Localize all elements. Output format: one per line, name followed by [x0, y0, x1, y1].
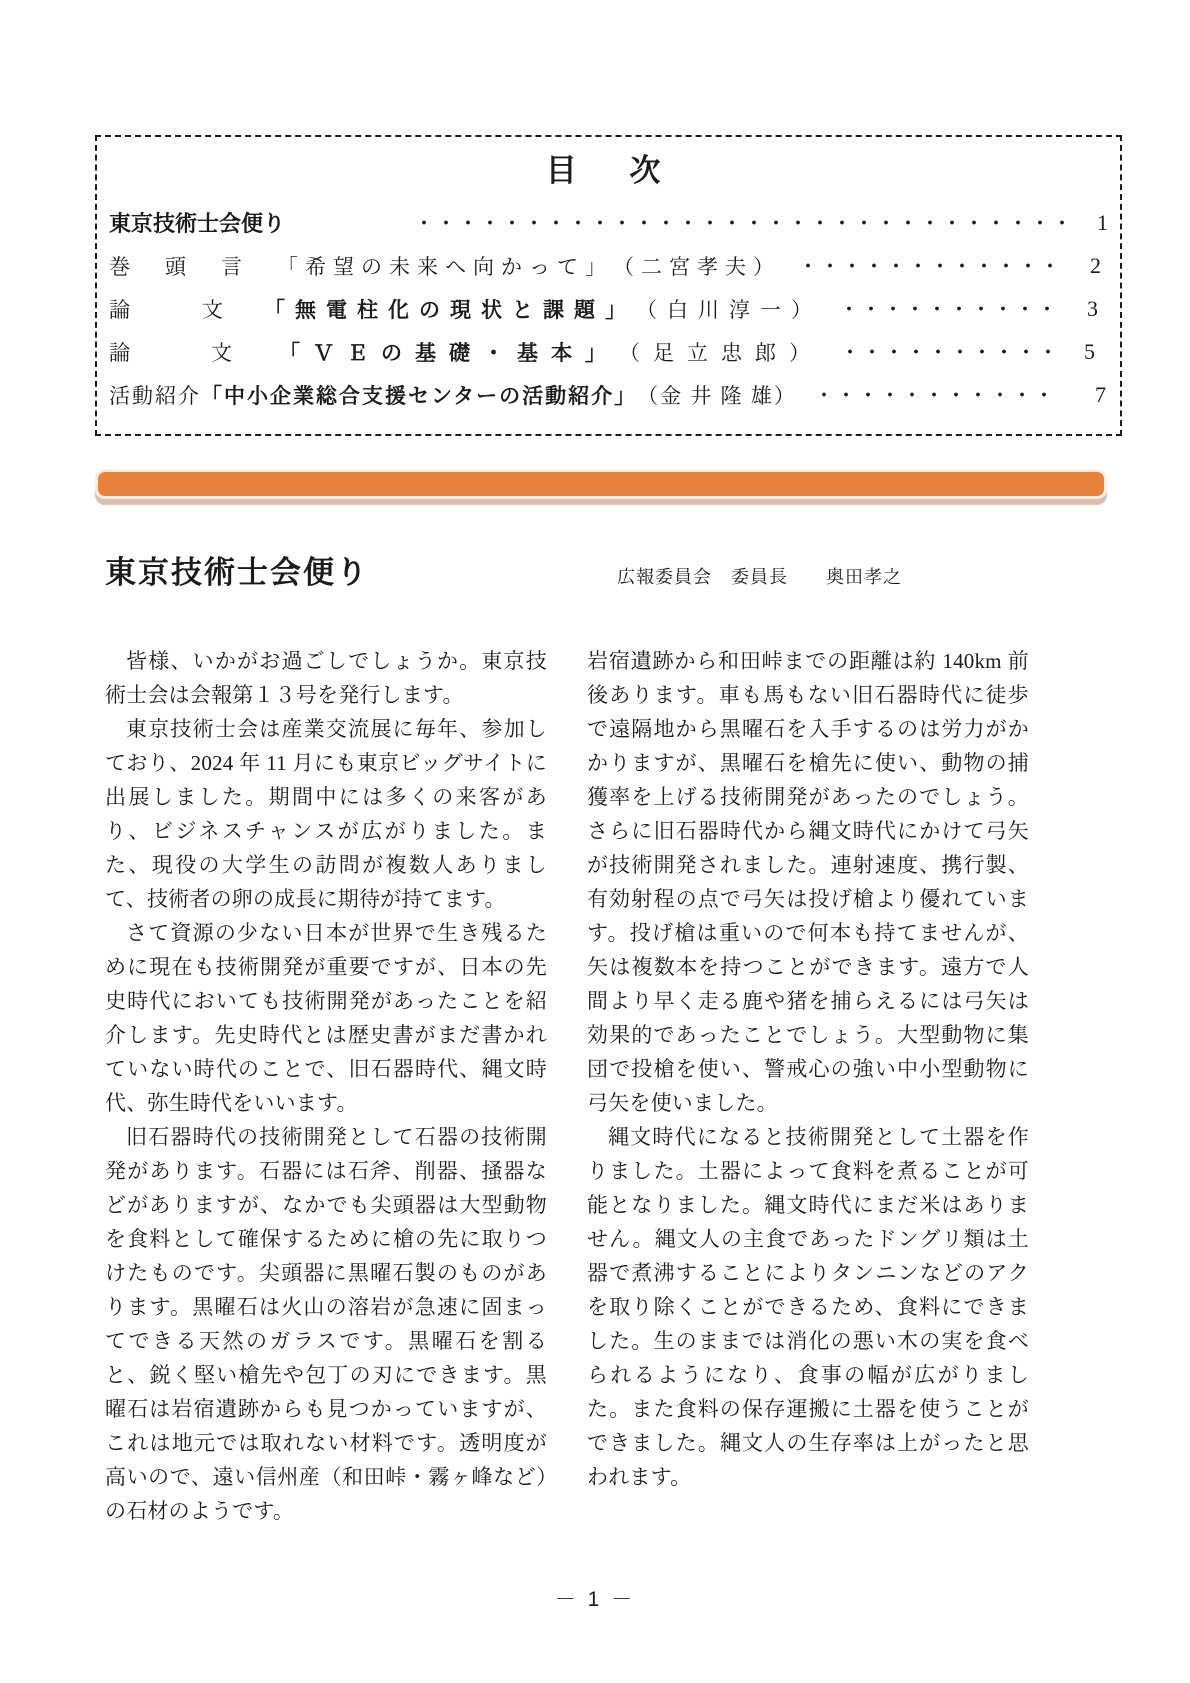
paragraph: 旧石器時代の技術開発として石器の技術開発があります。石器には石斧、削器、掻器などがありますが、なかでも尖頭器は大型動物を食料として確保するために槍の先に取りつけたものです。尖頭器に黒曜石製のものがあります。黒曜石は火山の溶岩が急速に固まってできる天然のガラスです。黒曜石を割ると、鋭く堅い槍先や包丁の刃にできます。黒曜石は岩宿遺跡からも見つかっていますが、これは地元では取れない材料です。透明度が高いので、遠い信州産（和田峠・霧ヶ峰など）の石材のようです。	[105, 1125, 547, 1523]
toc-entry-prefix: 巻 頭 言	[109, 254, 277, 279]
toc-page-number: 1	[1097, 209, 1108, 235]
toc-entry-title: 「希望の未来へ向かって」	[277, 254, 613, 279]
toc-entry-5	[97, 373, 1120, 416]
toc-entry-3	[97, 287, 1120, 330]
toc-entry-prefix: 活動紹介	[109, 383, 201, 408]
paragraph: 縄文時代になると技術開発として土器を作りました。土器によって食料を煮ることが可能となりました。縄文時代にまだ米はありません。縄文人の主食であったドングリ類は土器で煮沸することによりタンニンなどのアクを取り除くことができるため、食料にできました。生のままでは消化の悪い木の実を食べられるようになり、食事の幅が広がりました。また食料の保存運搬に土器を使うことができました。縄文人の生存率は上がったと思われます。	[587, 1125, 1029, 1489]
toc-entry-label	[109, 251, 781, 281]
toc-entry-author: （白川淳一）	[636, 297, 822, 322]
article-body	[105, 644, 1029, 1528]
article-byline: 広報委員会 委員長 奥田孝之	[617, 567, 902, 587]
toc-entry-title: 「中小企業総合支援センターの活動紹介」	[201, 384, 638, 408]
right-column	[587, 644, 1029, 1528]
toc-entry-title: 「ＶＥの基礎・基本」	[279, 340, 619, 365]
paragraph: 岩宿遺跡から和田峠までの距離は約 140km 前後あります。車も馬もない旧石器時代に徒歩で遠隔地から黒曜石を入手するのは労力がかかりますが、黒曜石を槍先に使い、動物の捕獲率を上げる技術開発があったのでしょう。さらに旧石器時代から縄文時代にかけて弓矢が技術開発されました。連射速度、携行製、有効射程の点で弓矢は投げ槍より優れています。投げ槍は重いので何本も持てませんが、矢は複数本を持つことができます。遠方で人間より早く走る鹿や猪を捕らえるには弓矢は効果的であったことでしょう。大型動物に集団で投槍を使い、警戒心の強い中小型動物に弓矢を使いました。	[587, 649, 1029, 1115]
article-title: 東京技術士会便り	[105, 555, 369, 590]
left-column	[105, 644, 547, 1528]
toc-entry-label	[109, 294, 822, 324]
toc-entry-label	[109, 207, 285, 238]
toc-entry-author: （足立忠郎）	[619, 340, 823, 365]
toc-title: 目 次	[545, 153, 672, 188]
paragraph: 東京技術士会は産業交流展に毎年、参加しており、2024 年 11 月にも東京ビッグサイトに出展しました。期間中には多くの来客があり、ビジネスチャンスが広がりました。また、現役の大学生の訪問が複数人ありまして、技術者の卵の成長に期待が持てます。	[105, 717, 547, 911]
toc-entry-prefix: 東京技術士会便り	[109, 211, 286, 236]
toc-dot-leader	[413, 201, 1064, 244]
toc-page-number: 3	[1087, 295, 1108, 321]
orange-divider-bar	[95, 469, 1107, 499]
toc-entry-2	[97, 244, 1120, 287]
toc-page-number: 2	[1090, 252, 1108, 278]
toc-entry-author: （二宮孝夫）	[613, 254, 781, 279]
toc-dot-leader	[839, 330, 1064, 373]
toc-dot-leader	[838, 287, 1064, 330]
toc-dot-leader	[797, 244, 1064, 287]
toc-entry-label	[109, 380, 797, 410]
article-header	[105, 547, 1190, 592]
toc-entry-author: （金 井 隆 雄）	[637, 383, 797, 408]
toc-entry-prefix: 論 文	[109, 340, 279, 365]
toc-entry-title: 「無電柱化の現状と課題」	[264, 297, 636, 322]
toc-entry-prefix: 論 文	[109, 297, 264, 322]
paragraph: 皆様、いかがお過ごしでしょうか。東京技術士会は会報第１３号を発行します。	[105, 649, 547, 707]
toc-entry-4	[97, 330, 1120, 373]
toc-entry-1	[97, 201, 1120, 244]
toc-box	[95, 135, 1122, 436]
toc-dot-leader	[813, 373, 1064, 416]
page-footer: － 1 －	[554, 1588, 636, 1611]
toc-entry-label	[109, 337, 823, 367]
paragraph: さて資源の少ない日本が世界で生き残るために現在も技術開発が重要ですが、日本の先史時代においても技術開発があったことを紹介します。先史時代とは歴史書がまだ書かれていない時代のことで、旧石器時代、縄文時代、弥生時代をいいます。	[105, 921, 547, 1115]
toc-page-number: 5	[1084, 338, 1108, 364]
toc-page-number: 7	[1095, 381, 1108, 407]
